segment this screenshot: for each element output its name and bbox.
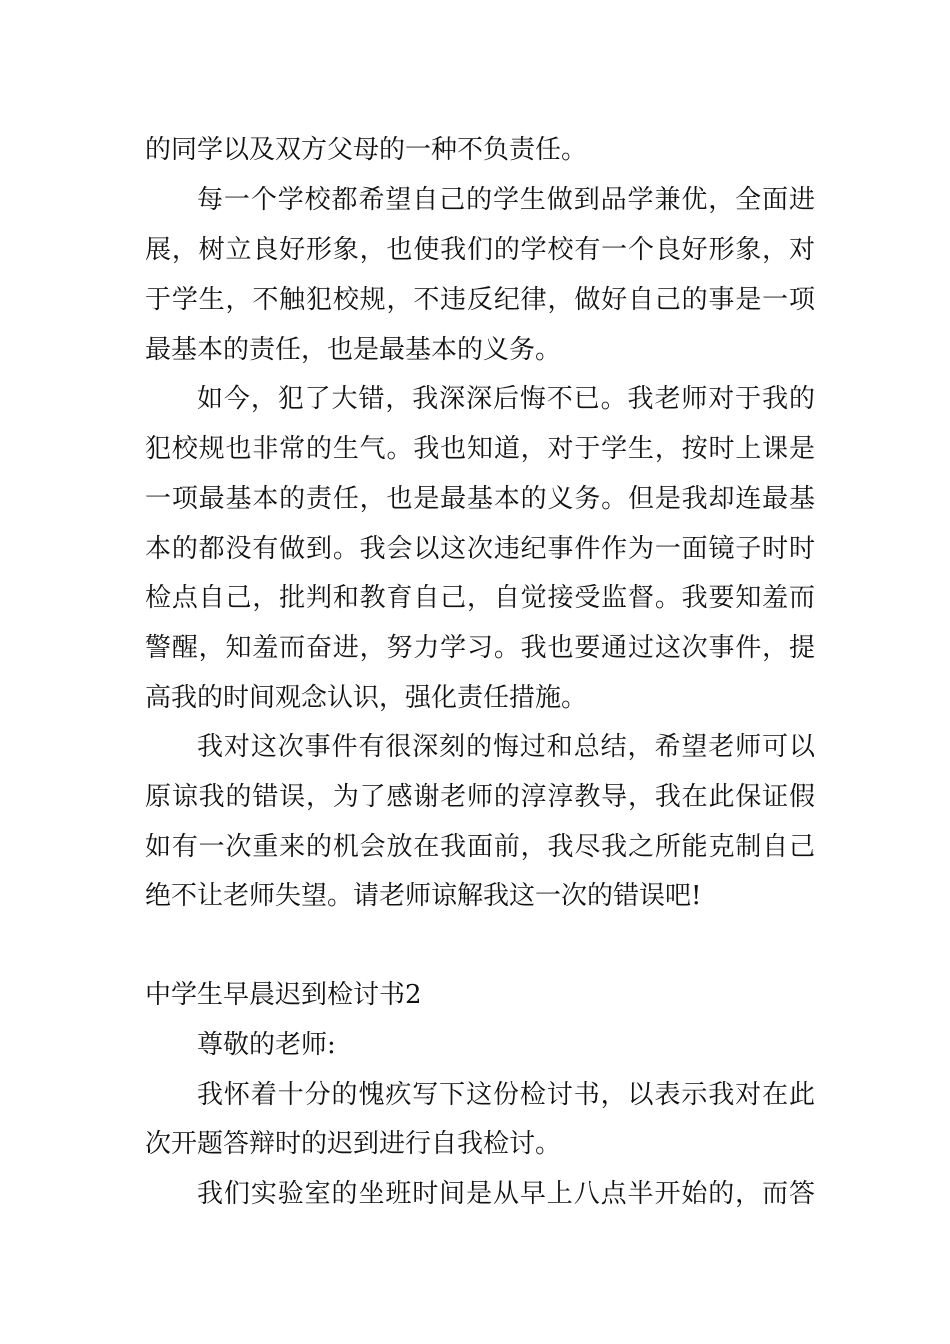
paragraph-line: 绝不让老师失望。请老师谅解我这一次的错误吧! xyxy=(145,881,702,911)
paragraph-line: 我们实验室的坐班时间是从早上八点半开始的，而答 xyxy=(197,1179,815,1209)
paragraph-line: 高我的时间观念认识，强化责任措施。 xyxy=(145,683,588,713)
paragraph-line: 于学生，不触犯校规，不违反纪律，做好自己的事是一项 xyxy=(145,285,815,315)
paragraph-line: 检点自己，批判和教育自己，自觉接受监督。我要知羞而 xyxy=(145,583,815,613)
paragraph-line: 的同学以及双方父母的一种不负责任。 xyxy=(145,135,588,165)
paragraph-line: 我对这次事件有很深刻的悔过和总结，希望老师可以 xyxy=(197,732,815,762)
paragraph-line: 如有一次重来的机会放在我面前，我尽我之所能克制自己 xyxy=(145,832,815,862)
paragraph-line: 犯校规也非常的生气。我也知道，对于学生，按时上课是 xyxy=(145,434,815,464)
paragraph-line: 原谅我的错误，为了感谢老师的淳淳教导，我在此保证假 xyxy=(145,782,815,812)
paragraph-line: 最基本的责任，也是最基本的义务。 xyxy=(145,335,562,365)
paragraph-line: 本的都没有做到。我会以这次违纪事件作为一面镜子时时 xyxy=(145,534,815,564)
paragraph-line: 次开题答辩时的迟到进行自我检讨。 xyxy=(145,1129,562,1159)
paragraph-line: 每一个学校都希望自己的学生做到品学兼优，全面进 xyxy=(197,185,815,215)
paragraph-line: 如今，犯了大错，我深深后悔不已。我老师对于我的 xyxy=(197,384,815,414)
paragraph-line: 警醒，知羞而奋进，努力学习。我也要通过这次事件，提 xyxy=(145,633,815,663)
paragraph-line: 一项最基本的责任，也是最基本的义务。但是我却连最基 xyxy=(145,484,815,514)
paragraph-line: 我怀着十分的愧疚写下这份检讨书，以表示我对在此 xyxy=(197,1080,815,1110)
section-title: 中学生早晨迟到检讨书2 xyxy=(145,980,422,1010)
paragraph-line: 展，树立良好形象，也使我们的学校有一个良好形象，对 xyxy=(145,235,815,265)
salutation: 尊敬的老师: xyxy=(197,1030,336,1060)
